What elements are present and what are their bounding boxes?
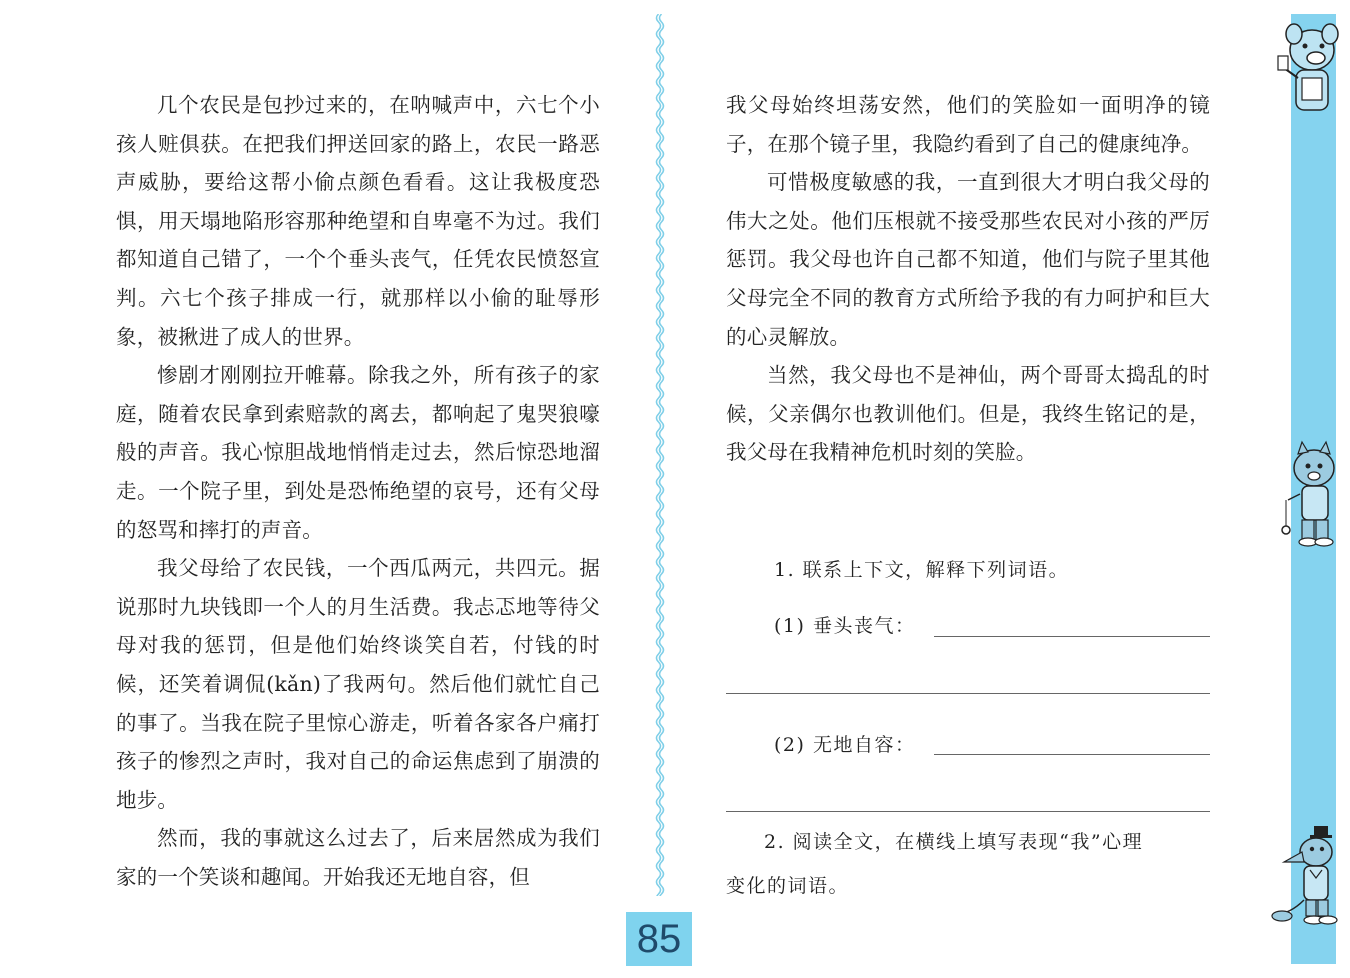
paragraph: 几个农民是包抄过来的，在呐喊声中，六七个小孩人赃俱获。在把我们押送回家的路上，农民一路恶声威胁，要给这帮小偷点颜色看看。这让我极度恐惧，用天塌地陷形容那种绝望和自卑毫不为过。我们都知道自己错了，一个个垂头丧气，任凭农民愤怒宣判。六七个孩子排成一行，就那样以小偷的耻辱形象，被揪进了成人的世界。 — [116, 93, 600, 349]
right-page-text — [726, 86, 1210, 472]
question-1: 1. 联系上下文，解释下列词语。 — [774, 559, 1070, 581]
question-1-1-label: (1) 垂头丧气： — [774, 615, 916, 637]
fox-mascot-icon — [1270, 822, 1344, 926]
paragraph: 然而，我的事就这么过去了，后来居然成为我们家的一个笑谈和趣闻。开始我还无地自容，但 — [116, 826, 600, 889]
paragraph: 我父母始终坦荡安然，他们的笑脸如一面明净的镜子，在那个镜子里，我隐约看到了自己的健康纯净。 — [726, 93, 1210, 156]
page-gutter-divider — [652, 14, 668, 896]
paragraph: 可惜极度敏感的我，一直到很大才明白我父母的伟大之处。他们压根就不接受那些农民对小孩的严厉惩罚。我父母也许自己都不知道，他们与院子里其他父母完全不同的教育方式所给予我的有力呵护和巨大的心灵解放。 — [726, 170, 1210, 349]
question-2-line-1: 2. 阅读全文，在横线上填写表现“我”心理 — [764, 831, 1144, 853]
wolf-yoyo-mascot-icon — [1274, 440, 1344, 548]
pig-mascot-icon — [1272, 20, 1344, 122]
paragraph: 我父母给了农民钱，一个西瓜两元，共四元。据说那时九块钱即一个人的月生活费。我忐忑地等待父母对我的惩罚，但是他们始终谈笑自若，付钱的时候，还笑着调侃(kǎn)了我两句。然后他们就忙自己的事了。当我在院子里惊心游走，听着各家各户痛打孩子的惨烈之声时，我对自己的命运焦虑到了崩溃的地步。 — [116, 556, 600, 812]
answer-line-1-1a[interactable] — [934, 636, 1210, 637]
answer-line-1-1b[interactable] — [726, 693, 1210, 694]
answer-line-1-2a[interactable] — [934, 754, 1210, 755]
page-number: 85 — [626, 912, 692, 966]
paragraph: 当然，我父母也不是神仙，两个哥哥太捣乱的时候，父亲偶尔也教训他们。但是，我终生铭记的是，我父母在我精神危机时刻的笑脸。 — [726, 363, 1210, 465]
left-page-text — [116, 86, 600, 896]
answer-line-1-2b[interactable] — [726, 811, 1210, 812]
question-1-2-label: (2) 无地自容： — [774, 734, 916, 756]
question-2-line-2: 变化的词语。 — [726, 875, 850, 897]
paragraph: 惨剧才刚刚拉开帷幕。除我之外，所有孩子的家庭，随着农民拿到索赔款的离去，都响起了鬼哭狼嚎般的声音。我心惊胆战地悄悄走过去，然后惊恐地溜走。一个院子里，到处是恐怖绝望的哀号，还有父母的怒骂和摔打的声音。 — [116, 363, 600, 542]
